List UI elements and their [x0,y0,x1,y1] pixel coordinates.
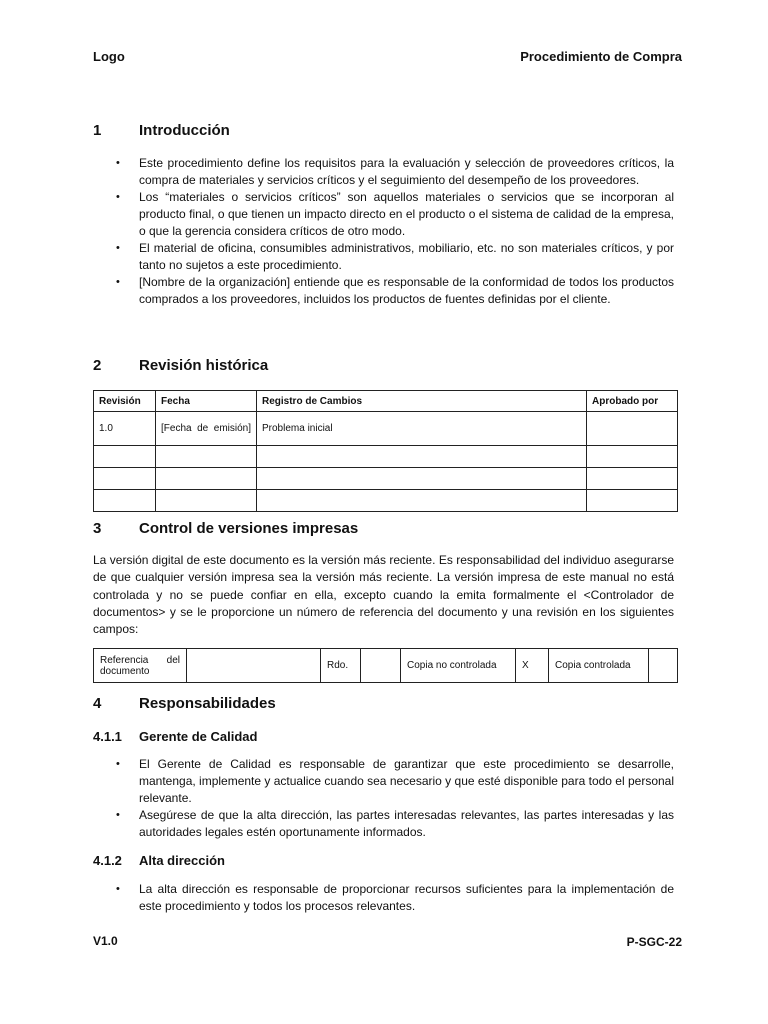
controlled-copy-label: Copia controlada [549,649,649,683]
bullet-icon: • [116,758,120,770]
table-cell: Problema inicial [257,412,587,446]
section-title: Introducción [139,122,230,139]
section-4-heading [93,695,683,712]
header-logo: Logo [93,49,125,64]
list-item: • La alta dirección es responsable de proporcionar recursos suficientes para la implementación de este procedimiento y todos los procesos relevantes. [116,882,674,913]
table-row [94,490,678,512]
quality-manager-bullet-list [116,756,674,841]
section-3-heading [93,520,683,537]
document-reference-field [187,649,321,683]
subsection-4-1-2-heading [93,853,683,868]
list-item: • El Gerente de Calidad es responsable de garantizar que este procedimiento se desarrolle, mantenga, implemente y actualice cuando sea necesario y que esté disponible para todo el personal relevante. [116,757,675,805]
table-cell [94,446,156,468]
section-number: 2 [93,357,102,374]
bullet-icon: • [116,157,120,169]
section-title: Control de versiones impresas [139,520,359,537]
subsection-number: 4.1.1 [93,729,122,744]
section-title: Responsabilidades [139,695,276,712]
table-cell [257,468,587,490]
list-item: • Los “materiales o servicios críticos” son aquellos materiales o servicios que se incorporan al producto final, o que tienen un impacto directo en el producto o el sistema de calidad de la empresa, o que la gerencia considera críticos de otro modo. [116,190,674,238]
document-reference-label: Referencia del documento [94,649,187,683]
table-header-row [94,391,678,412]
column-header: Fecha [156,391,257,412]
table-cell [587,412,678,446]
table-row [94,468,678,490]
senior-management-bullet-list [116,881,674,915]
print-control-paragraph: La versión digital de este documento es la versión más reciente. Es responsabilidad del individuo asegurarse de que cualquier versión impresa sea la versión más reciente. La versión impresa de este manual no está controlada y no se puede confiar en ella, excepto cuando la emita formalmente el <Controlador de documentos> y se le proporcione un número de referencia del documento y una revisión en los siguientes campos: [93,553,674,637]
table-row [94,649,678,683]
revision-label: Rdo. [321,649,361,683]
table-cell [156,490,257,512]
table-cell [587,446,678,468]
subsection-4-1-1-heading [93,729,683,744]
table-cell: 1.0 [94,412,156,446]
table-cell: [Fecha de emisión] [156,412,257,446]
bullet-icon: • [116,809,120,821]
subsection-number: 4.1.2 [93,853,122,868]
bullet-icon: • [116,276,120,288]
column-header: Aprobado por [587,391,678,412]
table-cell [156,446,257,468]
table-row [94,412,678,446]
column-header: Registro de Cambios [257,391,587,412]
table-cell [587,490,678,512]
section-2-heading [93,357,683,374]
list-item: • El material de oficina, consumibles administrativos, mobiliario, etc. no son materiales críticos, y por tanto no sujetos a este procedimiento. [116,241,674,272]
table-cell [257,490,587,512]
list-item: • Asegúrese de que la alta dirección, las partes interesadas relevantes, las partes interesadas y las autoridades legales estén oportunamente informados. [116,808,674,839]
section-1-heading [93,122,683,139]
table-cell [257,446,587,468]
header-title: Procedimiento de Compra [520,49,682,64]
revision-history-table [93,390,678,512]
table-cell [156,468,257,490]
bullet-icon: • [116,883,120,895]
list-item: • [Nombre de la organización] entiende que es responsable de la conformidad de todos los productos comprados a los proveedores, incluidos los productos de fuentes definidas por el cliente. [116,275,674,306]
section-title: Revisión histórica [139,357,269,374]
table-cell [94,468,156,490]
list-item: • Este procedimiento define los requisitos para la evaluación y selección de proveedores críticos, la compra de materiales y servicios críticos y el seguimiento del desempeño de los proveedores. [116,156,674,187]
footer-document-code: P-SGC-22 [626,935,682,949]
section-number: 4 [93,695,102,712]
uncontrolled-copy-label: Copia no controlada [401,649,516,683]
subsection-title: Gerente de Calidad [139,729,258,744]
print-control-table [93,648,678,683]
bullet-icon: • [116,242,120,254]
uncontrolled-copy-mark: X [516,649,549,683]
controlled-copy-mark [649,649,678,683]
subsection-title: Alta dirección [139,853,225,868]
bullet-icon: • [116,191,120,203]
section-number: 3 [93,520,102,537]
footer-version: V1.0 [93,934,118,948]
table-cell [587,468,678,490]
intro-bullet-list [116,155,674,308]
column-header: Revisión [94,391,156,412]
table-cell [94,490,156,512]
section-number: 1 [93,122,102,139]
table-row [94,446,678,468]
revision-field [361,649,401,683]
